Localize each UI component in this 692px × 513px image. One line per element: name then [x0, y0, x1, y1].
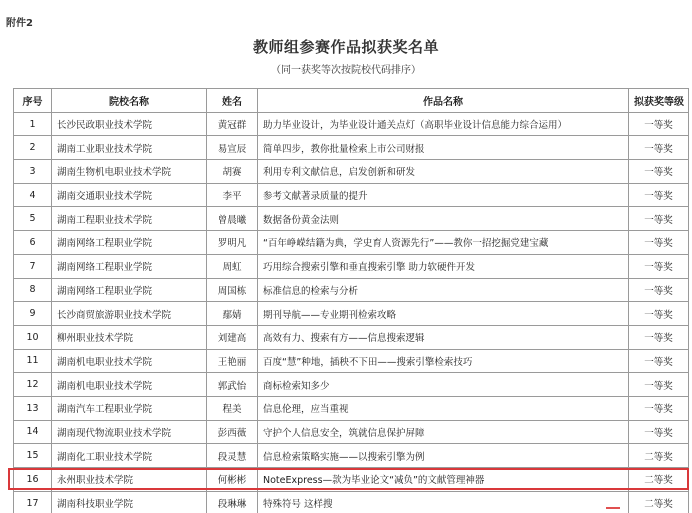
cell-no: 17: [14, 491, 52, 513]
cell-school: 永州职业技术学院: [52, 468, 207, 492]
cell-no: 8: [14, 278, 52, 302]
cell-no: 6: [14, 231, 52, 255]
cell-school: 湖南机电职业技术学院: [52, 373, 207, 397]
table-row: [14, 420, 689, 444]
cell-no: 12: [14, 373, 52, 397]
cell-school: 长沙商贸旅游职业技术学院: [52, 302, 207, 326]
cell-name: 程美: [207, 396, 258, 420]
table-row: [14, 373, 689, 397]
cell-work: 期刊导航——专业期刊检索攻略: [258, 302, 629, 326]
cell-level: 一等奖: [629, 160, 689, 184]
cell-level: 一等奖: [629, 396, 689, 420]
cell-school: 湖南生物机电职业技术学院: [52, 160, 207, 184]
cell-name: 王艳丽: [207, 349, 258, 373]
cell-work: 巧用综合搜索引擎和垂直搜索引擎 助力软硬件开发: [258, 254, 629, 278]
cell-level: 一等奖: [629, 231, 689, 255]
cell-level: 一等奖: [629, 302, 689, 326]
table-row: [14, 491, 689, 513]
cell-work: 利用专利文献信息，启发创新和研发: [258, 160, 629, 184]
awards-table: [13, 88, 689, 513]
cell-level: 一等奖: [629, 325, 689, 349]
cell-school: 湖南交通职业技术学院: [52, 183, 207, 207]
cell-school: 湖南现代物流职业技术学院: [52, 420, 207, 444]
table-row: [14, 278, 689, 302]
header-work: 作品名称: [258, 89, 629, 113]
cell-name: 易宣辰: [207, 136, 258, 160]
cell-name: 胡赛: [207, 160, 258, 184]
cell-school: 长沙民政职业技术学院: [52, 112, 207, 136]
cell-name: 段琳琳: [207, 491, 258, 513]
cell-level: 一等奖: [629, 112, 689, 136]
cell-work: 守护个人信息安全，筑就信息保护屏障: [258, 420, 629, 444]
cell-work: 特殊符号 这样搜: [258, 491, 629, 513]
cell-school: 柳州职业技术学院: [52, 325, 207, 349]
table-row: [14, 136, 689, 160]
cell-no: 16: [14, 468, 52, 492]
cell-level: 一等奖: [629, 420, 689, 444]
cell-work: 标准信息的检索与分析: [258, 278, 629, 302]
table-row: [14, 183, 689, 207]
cell-school: 湖南网络工程职业学院: [52, 278, 207, 302]
cell-level: 二等奖: [629, 491, 689, 513]
cell-no: 15: [14, 444, 52, 468]
cell-no: 10: [14, 325, 52, 349]
cell-name: 李平: [207, 183, 258, 207]
cell-school: 湖南工业职业技术学院: [52, 136, 207, 160]
cell-work: 商标检索知多少: [258, 373, 629, 397]
cell-work: NoteExpress—款为毕业论文“减负”的文献管理神器: [258, 468, 629, 492]
cell-no: 1: [14, 112, 52, 136]
cell-level: 一等奖: [629, 349, 689, 373]
cell-level: 一等奖: [629, 373, 689, 397]
cell-work: 参考文献著录质量的提升: [258, 183, 629, 207]
table-body: [14, 112, 689, 513]
header-school: 院校名称: [52, 89, 207, 113]
table-row: [14, 207, 689, 231]
cell-name: 黄冠群: [207, 112, 258, 136]
cell-work: 百度“慧”种地，插秧不下田——搜索引擎检索技巧: [258, 349, 629, 373]
table-row: [14, 349, 689, 373]
cell-work: 高效有力、搜索有方——信息搜索逻辑: [258, 325, 629, 349]
header-level: 拟获奖等级: [629, 89, 689, 113]
table-row: [14, 112, 689, 136]
table-row: [14, 444, 689, 468]
cell-name: 周虹: [207, 254, 258, 278]
table-row: [14, 468, 689, 492]
cell-no: 2: [14, 136, 52, 160]
cell-name: 段灵慧: [207, 444, 258, 468]
cell-level: 二等奖: [629, 444, 689, 468]
table-row: [14, 396, 689, 420]
cell-no: 14: [14, 420, 52, 444]
table-row: [14, 254, 689, 278]
cell-school: 湖南科技职业学院: [52, 491, 207, 513]
cell-no: 13: [14, 396, 52, 420]
cell-school: 湖南机电职业技术学院: [52, 349, 207, 373]
cell-work: “百年峥嵘结籍为典，学史育人资源先行”——教你一招挖掘党建宝藏: [258, 231, 629, 255]
cell-level: 一等奖: [629, 136, 689, 160]
cell-level: 一等奖: [629, 278, 689, 302]
cell-name: 鄢婧: [207, 302, 258, 326]
cell-no: 5: [14, 207, 52, 231]
cell-no: 9: [14, 302, 52, 326]
cell-no: 3: [14, 160, 52, 184]
cell-work: 数据备份黄金法则: [258, 207, 629, 231]
table-row: [14, 231, 689, 255]
cell-school: 湖南化工职业技术学院: [52, 444, 207, 468]
cell-work: 信息伦理，应当重视: [258, 396, 629, 420]
cell-school: 湖南汽车工程职业学院: [52, 396, 207, 420]
cell-name: 彭西薇: [207, 420, 258, 444]
table-row: [14, 325, 689, 349]
cell-no: 11: [14, 349, 52, 373]
cell-school: 湖南网络工程职业学院: [52, 231, 207, 255]
header-name: 姓名: [207, 89, 258, 113]
cell-no: 4: [14, 183, 52, 207]
cell-school: 湖南网络工程职业学院: [52, 254, 207, 278]
cell-work: 简单四步，教你批量检索上市公司财报: [258, 136, 629, 160]
cell-name: 罗明凡: [207, 231, 258, 255]
cell-name: 郭武怡: [207, 373, 258, 397]
cell-school: 湖南工程职业技术学院: [52, 207, 207, 231]
table-row: [14, 302, 689, 326]
cell-name: 周国栋: [207, 278, 258, 302]
cell-name: 何彬彬: [207, 468, 258, 492]
cell-name: 曾晨曦: [207, 207, 258, 231]
cell-level: 一等奖: [629, 207, 689, 231]
table-row: [14, 160, 689, 184]
cell-no: 7: [14, 254, 52, 278]
cell-work: 信息检索策略实施——以搜索引擎为例: [258, 444, 629, 468]
attachment-label: 附件2: [6, 18, 33, 29]
page-title: 教师组参赛作品拟获奖名单: [252, 38, 439, 56]
cell-level: 一等奖: [629, 183, 689, 207]
table-header-row: [14, 89, 689, 113]
page-subtitle: （同一获奖等次按院校代码排序）: [271, 65, 421, 76]
header-no: 序号: [14, 89, 52, 113]
red-mark: [606, 507, 620, 509]
cell-work: 助力毕业设计，为毕业设计通关点灯（高职毕业设计信息能力综合运用）: [258, 112, 629, 136]
cell-level: 二等奖: [629, 468, 689, 492]
cell-name: 刘建高: [207, 325, 258, 349]
cell-level: 一等奖: [629, 254, 689, 278]
